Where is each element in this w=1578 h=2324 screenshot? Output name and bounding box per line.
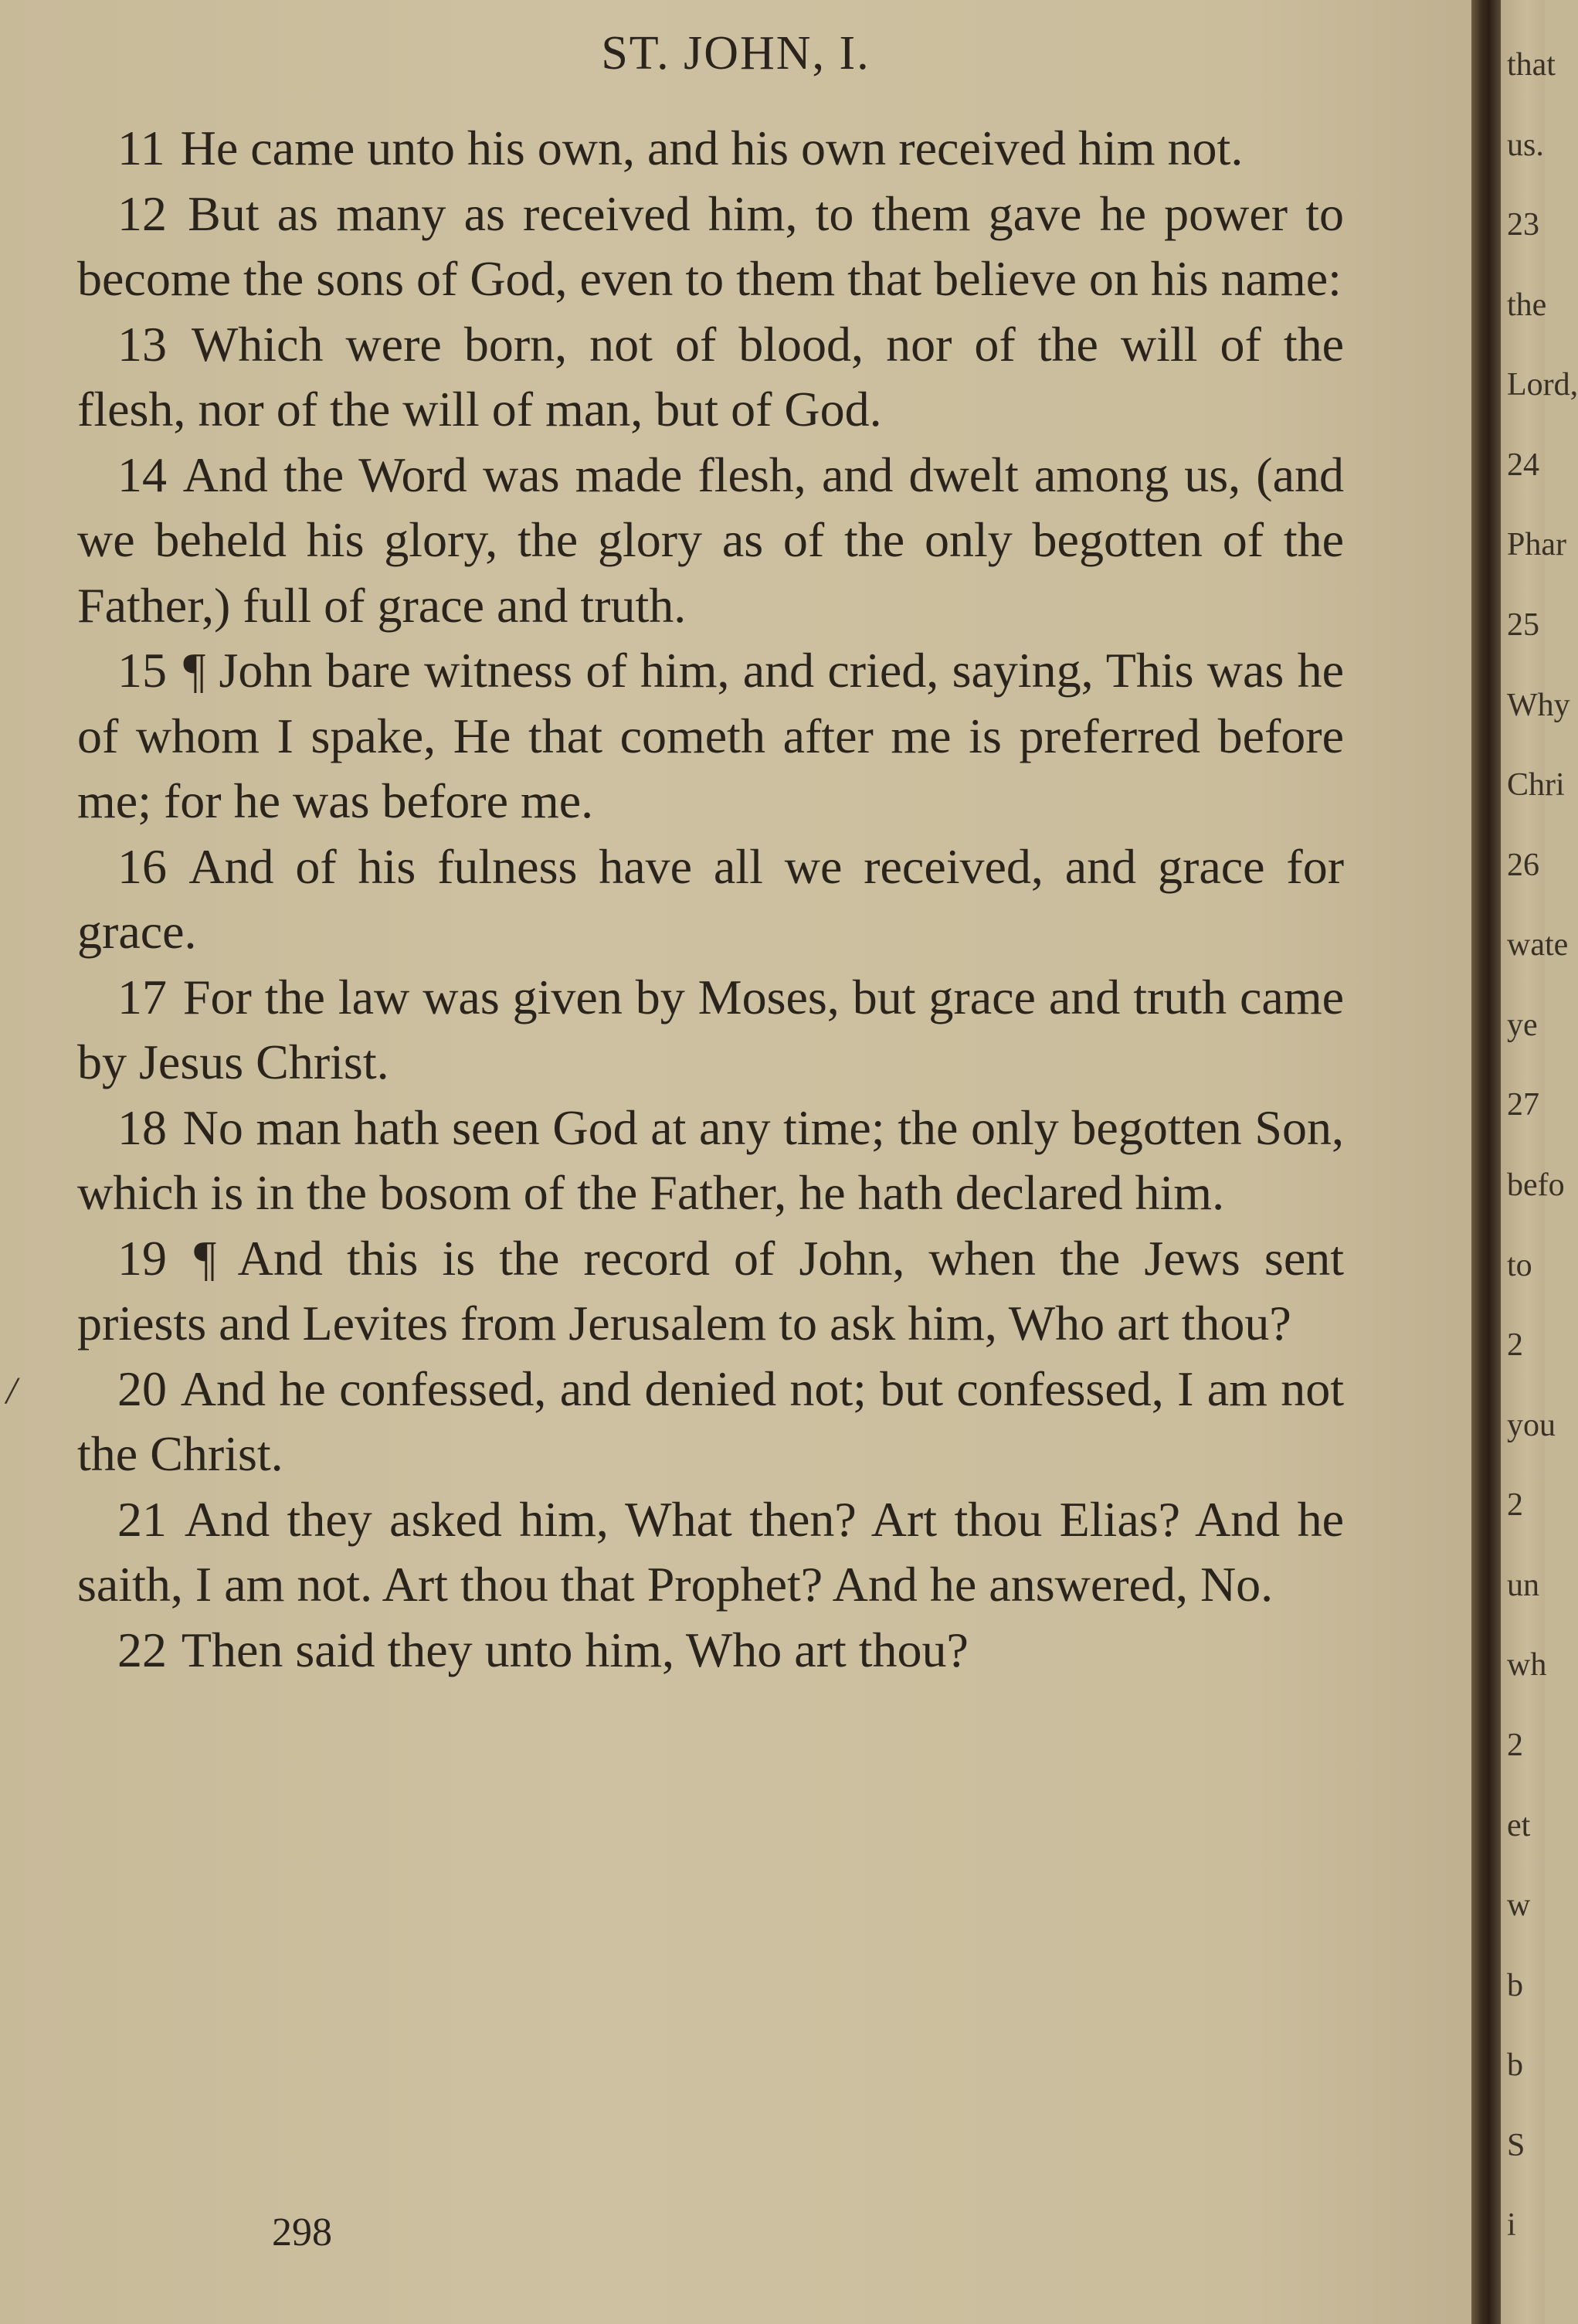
facing-page-fragment: b	[1507, 2047, 1523, 2084]
facing-page-fragment: 2	[1507, 1728, 1523, 1763]
verse-text: Which were born, not of blood, nor of the will of the flesh, nor of the will of man, but of God.	[77, 316, 1345, 437]
page-number: 298	[272, 2210, 332, 2254]
verse-number: 18	[117, 1099, 167, 1155]
facing-page-fragment: 25	[1507, 607, 1539, 643]
facing-page-fragment: S	[1507, 2127, 1525, 2163]
verse-number: 20	[117, 1361, 167, 1416]
facing-page-fragment: Why	[1507, 687, 1570, 723]
verse-20	[77, 1357, 1344, 1487]
verse-text: And he confessed, and denied not; but confessed, I am not the Christ.	[77, 1361, 1345, 1481]
facing-page-fragment: 2	[1507, 1327, 1523, 1364]
verse-number: 19	[117, 1230, 167, 1286]
facing-page-fragment: to	[1507, 1247, 1532, 1283]
verse-19	[77, 1226, 1344, 1357]
verse-14	[77, 443, 1344, 639]
facing-page-fragment: befo	[1507, 1167, 1565, 1203]
verse-text: He came unto his own, and his own received him not.	[180, 121, 1244, 175]
facing-page-fragment: us.	[1507, 127, 1544, 163]
verse-21	[77, 1487, 1344, 1618]
facing-page-fragment: Phar	[1507, 527, 1566, 563]
verse-text: ¶ John bare witness of him, and cried, saying, This was he of whom I spake, He that cometh after me is preferred before me; for he was before me.	[77, 643, 1345, 828]
facing-page-fragment: b	[1507, 1967, 1523, 2003]
verse-text: ¶ And this is the record of John, when the Jews sent priests and Levites from Jerusalem to ask him, Who art thou?	[77, 1230, 1345, 1351]
verse-12	[77, 182, 1344, 312]
scripture-text	[77, 116, 1344, 1683]
facing-page-fragment: 24	[1507, 447, 1539, 483]
facing-page-fragment: the	[1507, 287, 1547, 323]
verse-number: 17	[117, 969, 167, 1024]
facing-page-fragment: Chri	[1507, 767, 1565, 804]
verse-18	[77, 1096, 1344, 1226]
facing-page-fragment: i	[1507, 2207, 1516, 2244]
verse-text: But as many as received him, to them gave he power to become the sons of God, even to them that believe on his name:	[77, 185, 1345, 306]
facing-page-fragment: 27	[1507, 1087, 1539, 1123]
verse-text: And the Word was made flesh, and dwelt among us, (and we beheld his glory, the glory as of the only begotten of the Father,) full of grace and truth.	[77, 447, 1345, 633]
margin-pencil-mark: /	[6, 1368, 17, 1412]
verse-11	[77, 116, 1344, 182]
facing-page-fragment: wate	[1507, 927, 1569, 963]
verse-number: 16	[117, 838, 167, 894]
verse-22	[77, 1618, 1344, 1684]
verse-17	[77, 965, 1344, 1096]
verse-13	[77, 312, 1344, 443]
facing-page-fragment: 26	[1507, 847, 1539, 883]
verse-number: 12	[117, 185, 167, 241]
facing-page-fragment: et	[1507, 1807, 1531, 1843]
facing-page-edge	[1501, 0, 1578, 2324]
verse-number: 22	[117, 1622, 167, 1677]
verse-number: 11	[117, 121, 165, 175]
facing-page-fragment: ye	[1507, 1007, 1538, 1043]
verse-text: And they asked him, What then? Art thou Elias? And he saith, I am not. Art thou that Prophet? And he answered, No.	[77, 1491, 1345, 1612]
facing-page-fragment: w	[1507, 1887, 1531, 1924]
facing-page-fragment: un	[1507, 1567, 1539, 1603]
verse-number: 13	[117, 316, 167, 372]
facing-page-fragment: that	[1507, 47, 1556, 83]
verse-16	[77, 834, 1344, 965]
running-head: ST. JOHN, I.	[601, 27, 870, 80]
verse-text: No man hath seen God at any time; the only begotten Son, which is in the bosom of the Father, he hath declared him.	[77, 1099, 1345, 1220]
verse-text: For the law was given by Moses, but grace and truth came by Jesus Christ.	[77, 969, 1344, 1089]
verse-15	[77, 638, 1344, 834]
book-gutter	[1471, 0, 1501, 2324]
facing-page-fragment: Lord,	[1507, 367, 1578, 403]
verse-number: 14	[117, 447, 167, 502]
verse-text: And of his fulness have all we received, and grace for grace.	[77, 838, 1345, 959]
facing-page-fragment: you	[1507, 1407, 1556, 1443]
verse-number: 15	[117, 643, 167, 698]
facing-page-fragment: 23	[1507, 207, 1539, 243]
verse-text: Then said they unto him, Who art thou?	[181, 1622, 969, 1677]
facing-page-fragment: 2	[1507, 1487, 1523, 1524]
verse-number: 21	[117, 1491, 167, 1547]
facing-page-fragment: wh	[1507, 1647, 1547, 1684]
